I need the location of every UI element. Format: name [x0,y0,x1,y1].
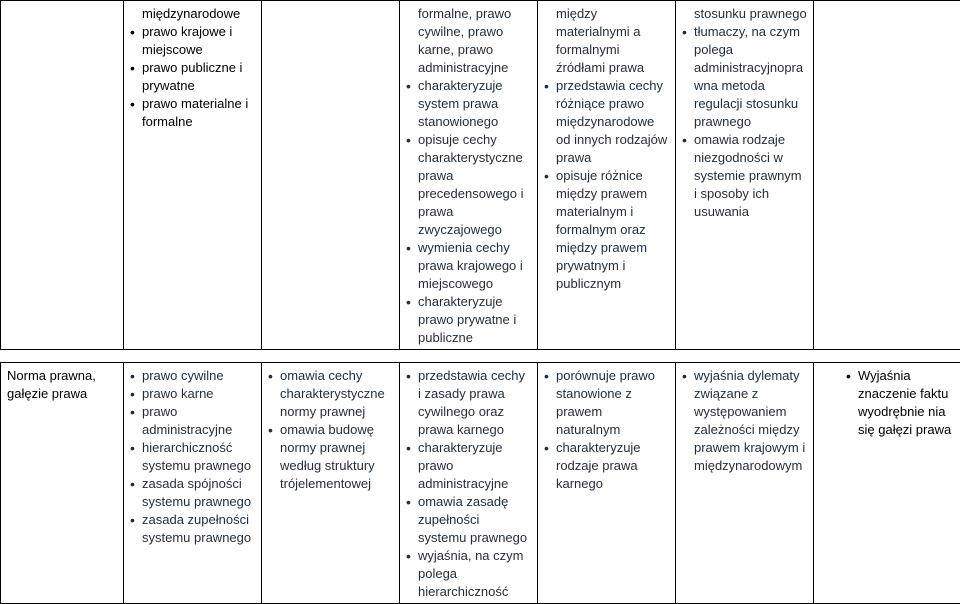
bullet-item: • zasada spójności systemu prawnego [142,475,255,511]
bullet-item: • omawia rodzaje niezgodności w systemie prawnym i sposoby ich usuwania [694,131,807,221]
cell-bottom-4 [400,363,538,604]
bullet-item: • hierarchiczność systemu prawnego [142,439,255,475]
continued-text: formalne, prawo cywilne, prawo karne, prawo administracyjne [418,5,531,77]
cell-bottom-1 [1,363,124,604]
table-row-gap [1,350,960,363]
bullet-item: • przedstawia cechy różniące prawo międzynarodowe od innych rodzajów prawa [556,77,669,167]
bullet-item: • Wyjaśnia znaczenie faktu wyodrębnie nia się gałęzi prawa [858,367,954,439]
bullet-item: • porównuje prawo stanowione z prawem naturalnym [556,367,669,439]
bullet-item: • charakteryzuje rodzaje prawa karnego [556,439,669,493]
cell-bottom-3 [262,363,400,604]
cell-top-5 [538,1,676,350]
bullet-item: • omawia budowę normy prawnej według struktury trójelementowej [280,421,393,493]
cell-top-6 [676,1,814,350]
table-row-bottom [1,363,960,604]
bullet-item: • wyjaśnia, na czym polega hierarchiczność [418,547,531,601]
bullet-item: • wymienia cechy prawa krajowego i miejscowego [418,239,531,293]
cell-top-4 [400,1,538,350]
cell-bottom-7 [814,363,960,604]
bullet-item: • charakteryzuje prawo prywatne i publiczne [418,293,531,347]
bullet-item: • prawo materialne i formalne [142,95,255,131]
bullet-item: • prawo publiczne i prywatne [142,59,255,95]
bullet-item: • wyjaśnia dylematy związane z występowaniem zależności między prawem krajowym i międzynarodowym [694,367,807,475]
bullet-item: • prawo krajowe i miejscowe [142,23,255,59]
continued-text: między materialnymi a formalnymi źródłami prawa [556,5,669,77]
bullet-item: • prawo administracyjne [142,403,255,439]
cell-bottom-5 [538,363,676,604]
bullet-item: • prawo karne [142,385,255,403]
topic-label: Norma prawna, gałęzie prawa [7,368,96,401]
bullet-item: • charakteryzuje system prawa stanowionego [418,77,531,131]
continued-text: stosunku prawnego [694,5,807,23]
table-row-top [1,1,960,350]
cell-bottom-6 [676,363,814,604]
bullet-item: • przedstawia cechy i zasady prawa cywilnego oraz prawa karnego [418,367,531,439]
bullet-item: • charakteryzuje prawo administracyjne [418,439,531,493]
bullet-item: • zasada zupełności systemu prawnego [142,511,255,547]
bullet-item: • omawia zasadę zupełności systemu prawnego [418,493,531,547]
bullet-item: • opisuje różnice między prawem materialnym i formalnym oraz między prawem prywatnym i publicznym [556,167,669,293]
cell-top-7 [814,1,960,350]
cell-top-3 [262,1,400,350]
bullet-item: • prawo cywilne [142,367,255,385]
bullet-item: • omawia cechy charakterystyczne normy prawnej [280,367,393,421]
cell-bottom-2 [124,363,262,604]
cell-top-2 [124,1,262,350]
bullet-item: • opisuje cechy charakterystyczne prawa precedensowego i prawa zwyczajowego [418,131,531,239]
continued-text: międzynarodowe [142,5,255,23]
bullet-item: • tłumaczy, na czym polega administracyjnopra wna metoda regulacji stosunku prawnego [694,23,807,131]
cell-top-1 [1,1,124,350]
